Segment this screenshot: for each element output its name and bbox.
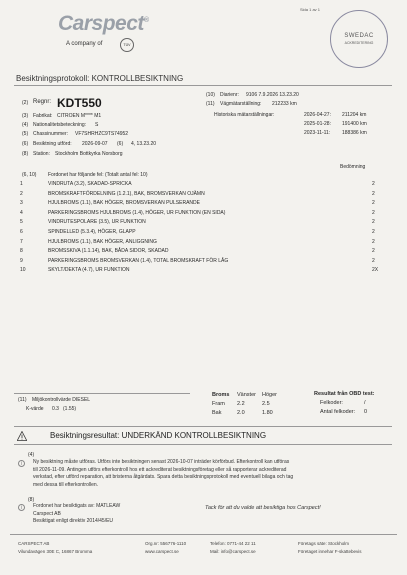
- emissions-divider: [14, 393, 190, 394]
- inspector-info: [33, 503, 193, 526]
- defect-rating: 2: [372, 257, 375, 264]
- inspector-line-3: Besiktigat enligt direktiv 2014/45/EU: [33, 518, 114, 524]
- defect-rating: 2: [372, 181, 375, 187]
- defect-number: 7: [20, 238, 23, 245]
- diary-code: (10): [206, 92, 215, 98]
- defect-rating: 2: [372, 248, 375, 255]
- reg-value: KDT550: [57, 96, 102, 110]
- defect-row: [20, 200, 390, 207]
- odo-code: (11): [206, 101, 215, 107]
- inspector-line-1: Fordonet har besiktigats av: MATLEAW: [33, 503, 121, 509]
- defect-row: [20, 239, 390, 246]
- station-value: Stockholm Bottkyrka Norsborg: [55, 151, 123, 157]
- page-title: Besiktningsprotokoll: KONTROLLBESIKTNING: [16, 74, 184, 83]
- kvarde-label: K-värde: [26, 406, 44, 412]
- done-label: Besiktning utförd:: [33, 141, 72, 147]
- brake-row-rear-right: 1.80: [262, 410, 273, 416]
- defect-rating: 2: [372, 238, 375, 245]
- result-paragraph-line-4: med dessa till efterkontrollen.: [33, 481, 99, 488]
- defect-description: BROMSSKIVA (1.1.14), BAK, BÅDA SIDOR, SKADAD: [48, 248, 169, 255]
- defect-row: [20, 191, 390, 198]
- obd-fel-value: /: [364, 400, 366, 406]
- emissions-label: Miljökontrollvärde DIESEL: [32, 397, 91, 403]
- inspector-line-2: Carspect AB: [33, 510, 61, 517]
- obd-count-value: 0: [364, 409, 368, 415]
- make-code: (3): [22, 113, 29, 119]
- result-divider-top: [14, 426, 392, 427]
- diary-label: Diarienr:: [220, 92, 239, 98]
- defect-number: 10: [20, 267, 26, 274]
- nat-code: (4): [22, 122, 29, 128]
- footer-web[interactable]: www.carspect.se: [145, 549, 179, 554]
- result-divider-bottom: [14, 444, 392, 445]
- obd-fel-label: Felkoder:: [320, 400, 343, 406]
- defect-rating: 2: [372, 209, 375, 216]
- defect-number: 3: [20, 200, 23, 207]
- tuv-badge-icon: TÜV: [120, 38, 134, 52]
- swedac-seal-icon: SWEDAC ACKREDITERING: [330, 10, 388, 68]
- result-paragraph-line-2: till 2026-11-09. Antingen utförs efterkontroll hos ett ackrediterat besiktningsföretag eller så rapporterar ackrediterad: [33, 466, 287, 473]
- defect-row: [20, 229, 390, 236]
- defect-row: [20, 219, 390, 226]
- defects-codes: (6, 10): [22, 172, 37, 178]
- result-paragraph-line-1: Ny besiktning måste utföras. Utförs inte besiktningen senast 2026-10-07 inträder körförbud. Efterkontroll kan utföras: [33, 459, 290, 465]
- defect-row: [20, 210, 390, 217]
- defect-row: [20, 267, 390, 274]
- defect-description: PARKERINGSBROMS BROMSVERKAN (1.4), TOTAL BROMSKRAFT FÖR LÅG: [48, 257, 229, 264]
- thanks-message: Tack för att du valde att besiktiga hos Carspect!: [205, 505, 321, 511]
- brake-header-broms: Broms: [212, 392, 230, 398]
- nat-value: S: [95, 122, 99, 128]
- history-value-3: 188386 km: [342, 130, 367, 136]
- reg-code: (2): [22, 100, 29, 106]
- defect-rating: 2: [372, 190, 375, 197]
- bedomning-label: Bedömning: [340, 164, 366, 170]
- make-label: Fabrikat:: [33, 113, 53, 119]
- reg-label: Regnr:: [33, 99, 52, 105]
- info-icon: i: [18, 504, 25, 511]
- defect-number: 8: [20, 248, 23, 255]
- defect-description: HJULBROMS (1.1), BAK HÖGER, ANLIGGNING: [48, 238, 157, 245]
- warning-icon: [17, 431, 27, 441]
- kvarde-value: 0.3: [52, 406, 59, 412]
- page-number: Sida 1 av 1: [300, 7, 321, 12]
- history-date-3: 2023-11-11:: [304, 130, 331, 136]
- defect-rating: 2: [372, 200, 375, 207]
- odo-value: 212233 km: [272, 101, 297, 107]
- info-icon: i: [18, 460, 25, 467]
- footer-orgnr: Org.nr: 556776-1110: [145, 541, 187, 546]
- company-line: A company of: [66, 41, 103, 47]
- done-time-value: 4, 13.23.20: [131, 141, 157, 147]
- history-value-2: 191400 km: [342, 121, 367, 127]
- history-value-1: 211204 km: [342, 112, 367, 118]
- defect-number: 6: [20, 229, 23, 235]
- history-date-2: 2025-01-28:: [304, 121, 331, 127]
- chassis-code: (5): [22, 131, 29, 137]
- nat-label: Nationalitetsbeteckning:: [33, 122, 87, 128]
- obd-title: Resultat från OBD test:: [314, 391, 375, 397]
- footer-mail[interactable]: Mail: info@carspect.se: [210, 549, 256, 554]
- defect-number: 5: [20, 219, 23, 226]
- defect-row: [20, 258, 390, 265]
- kvarde-limit: (1.55): [63, 406, 77, 412]
- defect-description: BROMSKRAFTFÖRDELNING (1.2.1), BAK, BROMSVERKAN OJÄMN: [48, 190, 205, 197]
- done-code: (6): [22, 141, 29, 147]
- footer-seat: Företags säte: Stockholm: [298, 541, 350, 546]
- brake-row-rear-label: Bak: [212, 410, 222, 416]
- defect-row: [20, 248, 390, 255]
- para2-code: (8): [28, 497, 35, 503]
- defect-description: VINDRUTA (3.2), SKADAD-SPRICKA: [48, 181, 132, 187]
- defect-number: 2: [20, 190, 23, 197]
- station-code: (8): [22, 151, 29, 157]
- defect-description: SPINDELLED (5.3.4), HÖGER, GLAPP: [48, 229, 136, 235]
- defect-rating: 2X: [372, 267, 379, 274]
- footer-address: Vilundavägen 30E C, 16867 Bromma: [18, 549, 93, 554]
- result-paragraph: [33, 459, 388, 489]
- footer-company: CARSPECT AB: [18, 541, 50, 546]
- defect-rating: 2: [372, 219, 375, 226]
- defect-description: VINDRUTESPOLARE (3.5), UR FUNKTION: [48, 219, 146, 226]
- odo-label: Vägmätarställning:: [220, 101, 262, 107]
- history-date-1: 2026-04-27:: [304, 112, 331, 118]
- brake-row-rear-left: 2.0: [237, 410, 245, 416]
- defect-row: [20, 181, 390, 188]
- defect-description: SKYLT/DEKTA (4.7), UR FUNKTION: [48, 267, 130, 274]
- defect-number: 9: [20, 257, 23, 264]
- defect-description: HJULBROMS (1.1), BAK HÖGER, BROMSVERKAN PULSERANDE: [48, 200, 200, 207]
- result-title: Besiktningsresultat: UNDERKÄND KONTROLLBESIKTNING: [50, 431, 267, 440]
- obd-count-label: Antal felkoder:: [320, 409, 356, 415]
- defect-number: 4: [20, 209, 23, 216]
- brake-header-left: Vänster: [237, 392, 256, 398]
- footer-reg: Företaget innehar F-skattebevis: [298, 549, 362, 554]
- para1-code: (4): [28, 452, 35, 458]
- defect-number: 1: [20, 181, 23, 187]
- result-paragraph-line-3: verkstad, efter utförd reparation, att bristerna åtgärdats. Spara detta besiktningsprotokoll med eventuell bilaga och tag: [33, 474, 294, 480]
- brake-row-front-label: Fram: [212, 401, 225, 407]
- diary-value: 9106 7.9.2026 13.23.20: [246, 92, 299, 98]
- chassis-value: VF7SHRHZC9TS74952: [75, 131, 129, 137]
- done-value: 2026-09-07: [82, 141, 108, 147]
- history-label: Historiska mätarställningar:: [214, 112, 275, 118]
- footer-tel: Telefon: 0771-44 22 11: [210, 541, 256, 546]
- brake-header-right: Höger: [262, 392, 277, 398]
- chassis-label: Chassinummer:: [33, 131, 69, 137]
- make-value: CITROEN M**** M1: [57, 113, 102, 119]
- defect-description: PARKERINGSBROMS HJULBROMS (1.4), HÖGER, UR FUNKTION (EN SIDA): [48, 209, 226, 216]
- station-label: Station:: [33, 151, 50, 157]
- defect-rating: 2: [372, 229, 375, 235]
- done-time-code: (6): [117, 141, 124, 147]
- emissions-code: (11): [18, 397, 27, 403]
- brake-row-front-left: 2.2: [237, 401, 245, 407]
- title-divider: [14, 85, 392, 86]
- carspect-logo: Carspect®: [58, 12, 149, 35]
- defects-heading: Fordonet har följande fel: (Totalt antal fel: 10): [48, 172, 148, 178]
- brake-row-front-right: 2.5: [262, 401, 270, 407]
- footer-divider: [10, 534, 397, 535]
